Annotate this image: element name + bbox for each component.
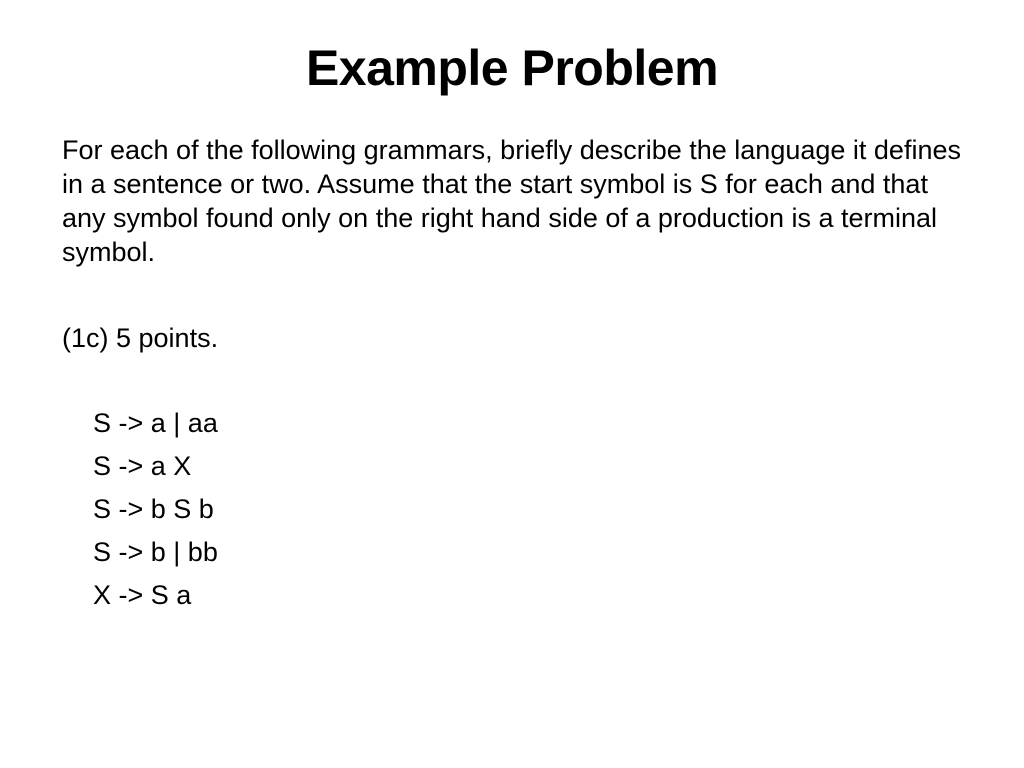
- production-rule: X -> S a: [93, 580, 192, 610]
- problem-description: For each of the following grammars, briefly describe the language it defines in a sentence or two. Assume that the start symbol is S for each and that any symbol found only on the right hand side of a production is a terminal symbol.: [62, 135, 961, 267]
- production-rule: S -> b | bb: [93, 537, 218, 567]
- production-rule: S -> a X: [93, 451, 192, 481]
- grammar-productions: [93, 406, 218, 621]
- points-label: (1c) 5 points.: [62, 323, 219, 353]
- slide-title: Example Problem: [305, 40, 719, 96]
- production-rule: S -> b S b: [93, 494, 214, 524]
- production-rule: S -> a | aa: [93, 408, 218, 438]
